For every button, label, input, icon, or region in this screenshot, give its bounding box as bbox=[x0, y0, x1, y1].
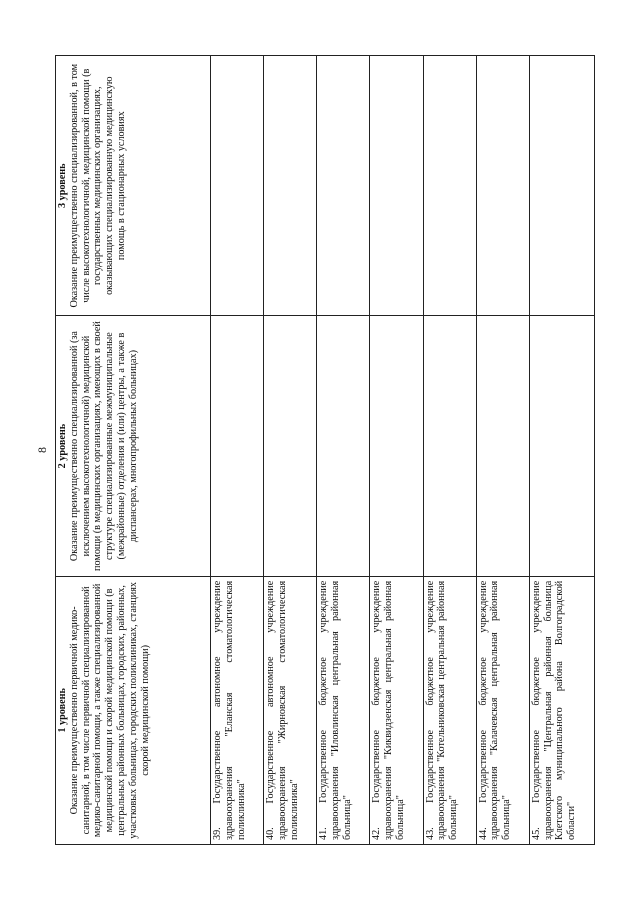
row-level-2-cell bbox=[211, 316, 264, 576]
level-2-description: Оказание преимущественно специализированной (за исключением высокотехнологичной) медицинской помощи (в медицинских организациях, имеющих в своей структуре специализированные межмуниципальные (межрайонные) отделения и (или) центры, а также в диспансерах, многопрофильных больницах) bbox=[68, 321, 139, 571]
table-header-row bbox=[56, 56, 211, 845]
table-row bbox=[529, 56, 594, 845]
table-row bbox=[211, 56, 264, 845]
header-level-3 bbox=[56, 56, 211, 316]
table-row bbox=[370, 56, 423, 845]
row-level-3-cell bbox=[423, 56, 476, 316]
row-org-name: 44. Государственное бюджетное учреждение здравоохранения "Калачевская центральная районная больница" bbox=[476, 576, 529, 844]
medical-levels-table bbox=[55, 55, 595, 845]
table-row bbox=[476, 56, 529, 845]
row-org-name: 40. Государственное автономное учреждение здравоохранения "Жирновская стоматологическая поликлиника" bbox=[264, 576, 317, 844]
table-row bbox=[317, 56, 370, 845]
row-org-name: 45. Государственное бюджетное учреждение здравоохранения "Центральная районная больница Клетского муниципального района Волгоградской области" bbox=[529, 576, 594, 844]
row-level-2-cell bbox=[476, 316, 529, 576]
page-number: 8 bbox=[35, 447, 49, 453]
row-org-name: 43. Государственное бюджетное учреждение здравоохранения "Котельниковская центральная районная больница" bbox=[423, 576, 476, 844]
row-level-2-cell bbox=[423, 316, 476, 576]
row-level-2-cell bbox=[529, 316, 594, 576]
rotated-page bbox=[35, 55, 595, 845]
level-3-title: 3 уровень bbox=[57, 163, 68, 208]
row-org-name: 39. Государственное автономное учреждение здравоохранения "Еланская стоматологическая поликлиника" bbox=[211, 576, 264, 844]
level-2-title: 2 уровень bbox=[57, 423, 68, 469]
level-1-title: 1 уровень bbox=[57, 688, 68, 733]
table-row bbox=[423, 56, 476, 845]
header-level-2 bbox=[56, 316, 211, 576]
level-1-description: Оказание преимущественно первичной медико-санитарной, в том числе первичной специализированной медико-санитарной помощи, а также специализированной медицинской помощи и скорой медицинской помощи (в центральных районных больницах, городских, районных, участковых больницах, городских поликлиниках, станциях скорой медицинской помощи) bbox=[68, 582, 151, 839]
row-level-2-cell bbox=[317, 316, 370, 576]
row-level-2-cell bbox=[264, 316, 317, 576]
row-level-3-cell bbox=[529, 56, 594, 316]
row-level-3-cell bbox=[211, 56, 264, 316]
level-3-description: Оказание преимущественно специализированной, в том числе высокотехнологичной, медицинской помощи (в государственных медицинских организациях, оказывающих специализированную медицинскую помощь в стационарных условиях bbox=[68, 63, 128, 308]
row-org-name: 42. Государственное бюджетное учреждение здравоохранения "Киквидзенская центральная районная больница" bbox=[370, 576, 423, 844]
header-level-1 bbox=[56, 576, 211, 844]
table-row bbox=[264, 56, 317, 845]
row-level-3-cell bbox=[476, 56, 529, 316]
row-level-2-cell bbox=[370, 316, 423, 576]
row-level-3-cell bbox=[370, 56, 423, 316]
row-org-name: 41. Государственное бюджетное учреждение здравоохранения "Иловлинская центральная районная больница" bbox=[317, 576, 370, 844]
row-level-3-cell bbox=[317, 56, 370, 316]
row-level-3-cell bbox=[264, 56, 317, 316]
